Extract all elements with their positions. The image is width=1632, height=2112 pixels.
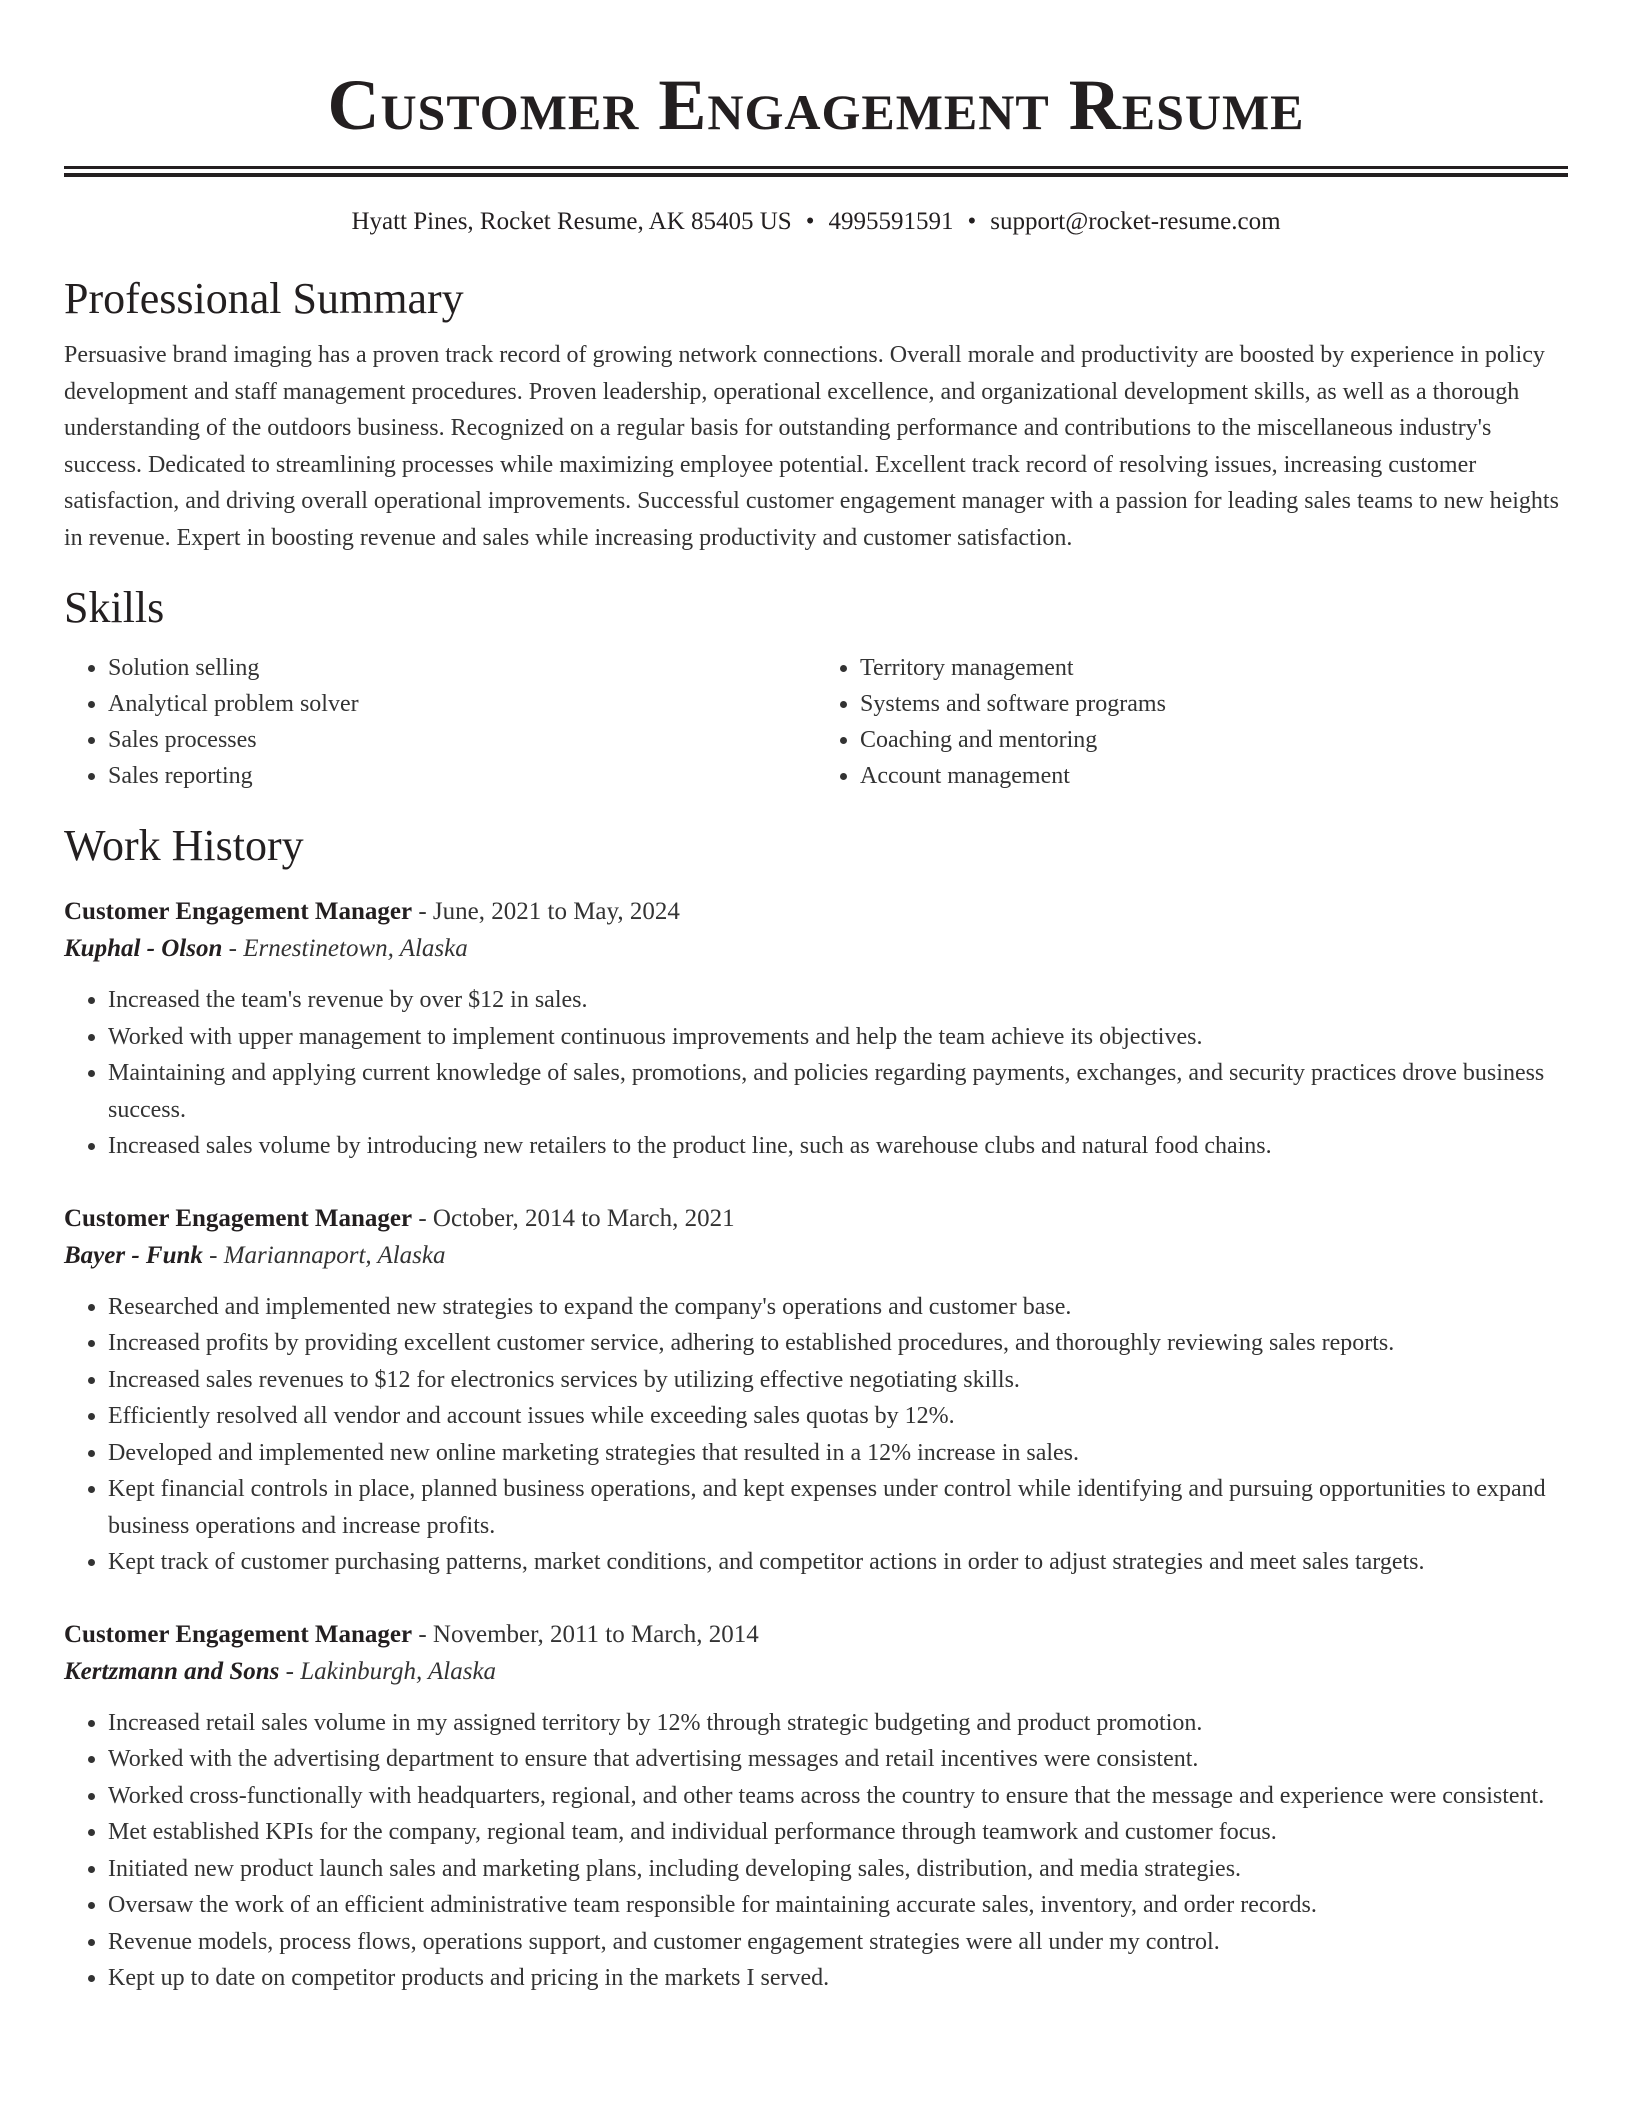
job-title: Customer Engagement Manager xyxy=(64,1620,413,1648)
job-bullet: • Increased sales revenues to $12 for electronics services by utilizing effective negotiating skills. xyxy=(108,1362,1568,1399)
resume-title: Customer Engagement Resume xyxy=(327,65,1305,145)
skill-item: • Account management xyxy=(860,758,1568,794)
job-dates: - October, 2014 to March, 2021 xyxy=(418,1204,735,1232)
skill-item: • Analytical problem solver xyxy=(108,686,816,722)
job-bullets xyxy=(64,1705,1568,1997)
contact-separator: • xyxy=(967,208,977,235)
skills-heading: Skills xyxy=(64,583,165,632)
title-divider xyxy=(64,166,1568,177)
job-bullet: • Maintaining and applying current knowledge of sales, promotions, and policies regarding payments, exchanges, and security practices drove business success. xyxy=(108,1055,1568,1128)
skills-column-left xyxy=(64,650,816,794)
contact-separator: • xyxy=(805,208,815,235)
job-company-line xyxy=(64,930,1568,968)
job-bullet: • Increased sales volume by introducing new retailers to the product line, such as warehouse clubs and natural food chains. xyxy=(108,1128,1568,1165)
job-title: Customer Engagement Manager xyxy=(64,898,413,925)
job-bullet: • Increased profits by providing excellent customer service, adhering to established procedures, and thoroughly reviewing sales reports. xyxy=(108,1325,1568,1362)
job-location: - Ernestinetown, Alaska xyxy=(228,935,468,962)
job-company-line xyxy=(64,1237,1568,1275)
skills-column-right xyxy=(816,650,1568,794)
skill-item: • Territory management xyxy=(860,650,1568,686)
job-bullet: • Kept financial controls in place, planned business operations, and kept expenses under control while identifying and pursuing opportunities to expand business operations and increase profits. xyxy=(108,1471,1568,1544)
skills-list xyxy=(64,650,1568,794)
job-bullets xyxy=(64,1289,1568,1581)
skill-item: • Solution selling xyxy=(108,650,816,686)
job-company: Kuphal - Olson xyxy=(64,935,223,962)
job-title-line xyxy=(64,1617,1568,1653)
job-bullet: • Worked with upper management to implement continuous improvements and help the team achieve its objectives. xyxy=(108,1019,1568,1056)
job-bullet: • Met established KPIs for the company, regional team, and individual performance through teamwork and customer focus. xyxy=(108,1814,1568,1851)
skill-item: • Sales reporting xyxy=(108,758,816,794)
work-history-heading: Work History xyxy=(64,821,304,870)
job-bullet: • Worked cross-functionally with headquarters, regional, and other teams across the country to ensure that the message and experience were consistent. xyxy=(108,1778,1568,1815)
skill-item: • Coaching and mentoring xyxy=(860,722,1568,758)
job-dates: - November, 2011 to March, 2014 xyxy=(418,1620,759,1648)
job-bullet: • Worked with the advertising department to ensure that advertising messages and retail incentives were consistent. xyxy=(108,1741,1568,1778)
job-title-line xyxy=(64,894,1568,930)
job-bullet: • Increased retail sales volume in my assigned territory by 12% through strategic budgeting and product promotion. xyxy=(108,1705,1568,1742)
contact-address: Hyatt Pines, Rocket Resume, AK 85405 US xyxy=(351,208,792,235)
job-title: Customer Engagement Manager xyxy=(64,1204,413,1232)
job-entry xyxy=(64,1201,1568,1581)
job-bullet: • Oversaw the work of an efficient administrative team responsible for maintaining accurate sales, inventory, and order records. xyxy=(108,1887,1568,1924)
job-bullet: • Initiated new product launch sales and marketing plans, including developing sales, distribution, and media strategies. xyxy=(108,1851,1568,1888)
resume-page xyxy=(64,0,1568,1997)
job-company: Bayer - Funk xyxy=(64,1241,203,1269)
contact-email: support@rocket-resume.com xyxy=(990,208,1281,235)
job-bullet: • Developed and implemented new online marketing strategies that resulted in a 12% increase in sales. xyxy=(108,1435,1568,1472)
job-company: Kertzmann and Sons xyxy=(64,1657,280,1685)
contact-phone: 4995591591 xyxy=(828,208,954,235)
job-bullet: • Kept track of customer purchasing patterns, market conditions, and competitor actions in order to adjust strategies and meet sales targets. xyxy=(108,1544,1568,1581)
skill-item: • Sales processes xyxy=(108,722,816,758)
job-entry xyxy=(64,894,1568,1165)
job-company-line xyxy=(64,1653,1568,1691)
job-location: - Mariannaport, Alaska xyxy=(209,1241,446,1269)
job-bullets xyxy=(64,982,1568,1165)
job-bullet: • Revenue models, process flows, operations support, and customer engagement strategies were all under my control. xyxy=(108,1924,1568,1961)
job-bullet: • Kept up to date on competitor products and pricing in the markets I served. xyxy=(108,1960,1568,1997)
job-dates: - June, 2021 to May, 2024 xyxy=(418,898,680,925)
job-entry xyxy=(64,1617,1568,1997)
job-bullet: • Researched and implemented new strategies to expand the company's operations and customer base. xyxy=(108,1289,1568,1326)
skill-item: • Systems and software programs xyxy=(860,686,1568,722)
job-location: - Lakinburgh, Alaska xyxy=(285,1657,497,1685)
job-bullet: • Efficiently resolved all vendor and account issues while exceeding sales quotas by 12%. xyxy=(108,1398,1568,1435)
job-title-line xyxy=(64,1201,1568,1237)
summary-heading: Professional Summary xyxy=(64,274,464,323)
summary-text: Persuasive brand imaging has a proven track record of growing network connections. Overall morale and productivity are boosted by experience in policy development and staff management procedures. Proven leadership, operational excellence, and organizational development skills, as well as a thorough understanding of the outdoors business. Recognized on a regular basis for outstanding performance and contributions to the miscellaneous industry's success. Dedicated to streamlining processes while maximizing employee potential. Excellent track record of resolving issues, increasing customer satisfaction, and driving overall operational improvements. Successful customer engagement manager with a passion for leading sales teams to new heights in revenue. Expert in boosting revenue and sales while increasing productivity and customer satisfaction. xyxy=(64,342,1559,551)
contact-line xyxy=(64,205,1568,239)
job-bullet: • Increased the team's revenue by over $12 in sales. xyxy=(108,982,1568,1019)
